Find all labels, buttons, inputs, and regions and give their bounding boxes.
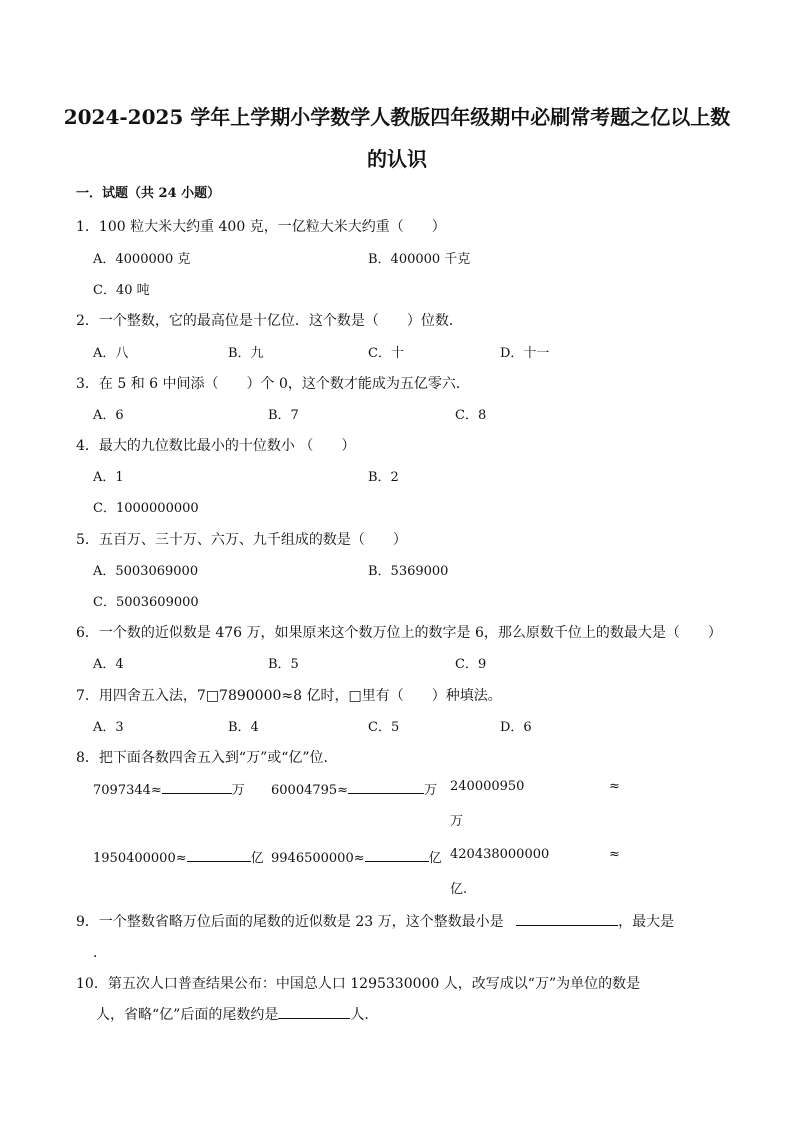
q8-item-3-approx: ≈ — [609, 779, 620, 794]
question-2-option-c: C．十 — [368, 346, 404, 361]
question-9-end: ． — [93, 945, 107, 961]
question-3-stem: 3．在 5 和 6 中间添（ ）个 0，这个数才能成为五亿零六． — [76, 376, 470, 392]
question-4-option-b: B．2 — [368, 470, 399, 485]
question-3-option-c: C．8 — [455, 408, 487, 423]
q8-item-6-approx: ≈ — [609, 847, 620, 862]
q8-item-6-number: 420438000000 — [450, 847, 550, 862]
q8-item-5 — [271, 847, 442, 866]
question-8-stem: 8．把下面各数四舍五入到“万”或“亿”位． — [76, 750, 338, 766]
q8-item-3-number: 240000950 — [450, 779, 525, 794]
q8-item-1-number: 7097344≈ — [93, 783, 162, 798]
question-5-option-c: C．5003609000 — [93, 595, 199, 610]
question-6-stem: 6．一个数的近似数是 476 万，如果原来这个数万位上的数字是 6，那么原数千位上的数最大是（ ） — [76, 625, 722, 641]
q8-item-5-blank[interactable] — [365, 847, 429, 862]
question-6-option-a: A．4 — [93, 657, 124, 672]
question-6-option-b: B．5 — [268, 657, 299, 672]
question-7-stem: 7．用四舍五入法，7□7890000≈8 亿时，□里有（ ）种填法。 — [76, 688, 502, 704]
question-9-blank-min[interactable] — [516, 911, 618, 926]
question-3-option-b: B．7 — [268, 408, 299, 423]
q8-item-5-unit: 亿 — [428, 851, 442, 866]
q8-item-4-unit: 亿 — [250, 851, 264, 866]
q8-item-1 — [93, 779, 245, 798]
q8-item-3-unit: 万 — [450, 814, 464, 829]
question-5-stem: 5．五百万、三十万、六万、九千组成的数是（ ） — [76, 532, 407, 548]
question-4-option-c: C．1000000000 — [93, 501, 199, 516]
q8-item-2-unit: 万 — [424, 783, 438, 798]
q8-item-1-blank[interactable] — [162, 779, 232, 794]
question-4-option-a: A．1 — [93, 470, 124, 485]
question-2-option-d: D．十一 — [500, 346, 550, 361]
q8-item-5-number: 9946500000≈ — [271, 851, 365, 866]
question-6-option-c: C．9 — [455, 657, 487, 672]
question-9-text: 9．一个整数省略万位后面的尾数的近似数是 23 万，这个整数最小是 — [76, 914, 504, 930]
question-3-option-a: A．6 — [93, 408, 124, 423]
question-7-option-a: A．3 — [93, 720, 124, 735]
question-9-mid: ，最大是 — [618, 914, 675, 930]
question-5-option-a: A．5003069000 — [93, 564, 199, 579]
question-2-stem: 2．一个整数，它的最高位是十亿位．这个数是（ ）位数． — [76, 313, 463, 329]
q8-item-4-blank[interactable] — [187, 847, 251, 862]
question-5-option-b: B．5369000 — [368, 564, 449, 579]
question-10-line-1: 10．第五次人口普查结果公布：中国总人口 1295330000 人，改写成以“万”为单位的数是 — [76, 976, 641, 992]
question-2-option-b: B．九 — [228, 346, 264, 361]
question-10-blank[interactable] — [278, 1004, 350, 1019]
question-1-option-c: C．40 吨 — [93, 283, 150, 298]
question-10-line-2-end: 人． — [350, 1007, 379, 1023]
question-1-option-b: B．400000 千克 — [368, 252, 471, 267]
section-heading: 一．试题（共 24 小题） — [76, 186, 221, 201]
q8-item-2-number: 60004795≈ — [271, 783, 349, 798]
q8-item-6-unit: 亿. — [450, 882, 468, 897]
question-4-stem: 4．最大的九位数比最小的十位数小 （ ） — [76, 438, 356, 454]
question-10-line-2-text: 人，省略“亿”后面的尾数约是 — [96, 1007, 279, 1023]
question-10-line-2 — [96, 1004, 378, 1024]
q8-item-2 — [271, 779, 437, 798]
question-9-stem — [76, 911, 674, 931]
q8-item-1-unit: 万 — [231, 783, 245, 798]
q8-item-2-blank[interactable] — [348, 779, 424, 794]
document-title-line-2: 的认识 — [367, 147, 427, 171]
question-1-option-a: A．4000000 克 — [93, 252, 191, 267]
question-7-option-d: D．6 — [500, 720, 532, 735]
q8-item-4-number: 1950400000≈ — [93, 851, 187, 866]
question-7-option-c: C．5 — [368, 720, 400, 735]
document-title-line-1: 2024-2025 学年上学期小学数学人教版四年级期中必刷常考题之亿以上数 — [63, 105, 731, 129]
q8-item-4 — [93, 847, 264, 866]
question-7-option-b: B．4 — [228, 720, 259, 735]
question-1-stem: 1．100 粒大米大约重 400 克，一亿粒大米大约重（ ） — [76, 219, 446, 235]
question-2-option-a: A．八 — [93, 346, 129, 361]
